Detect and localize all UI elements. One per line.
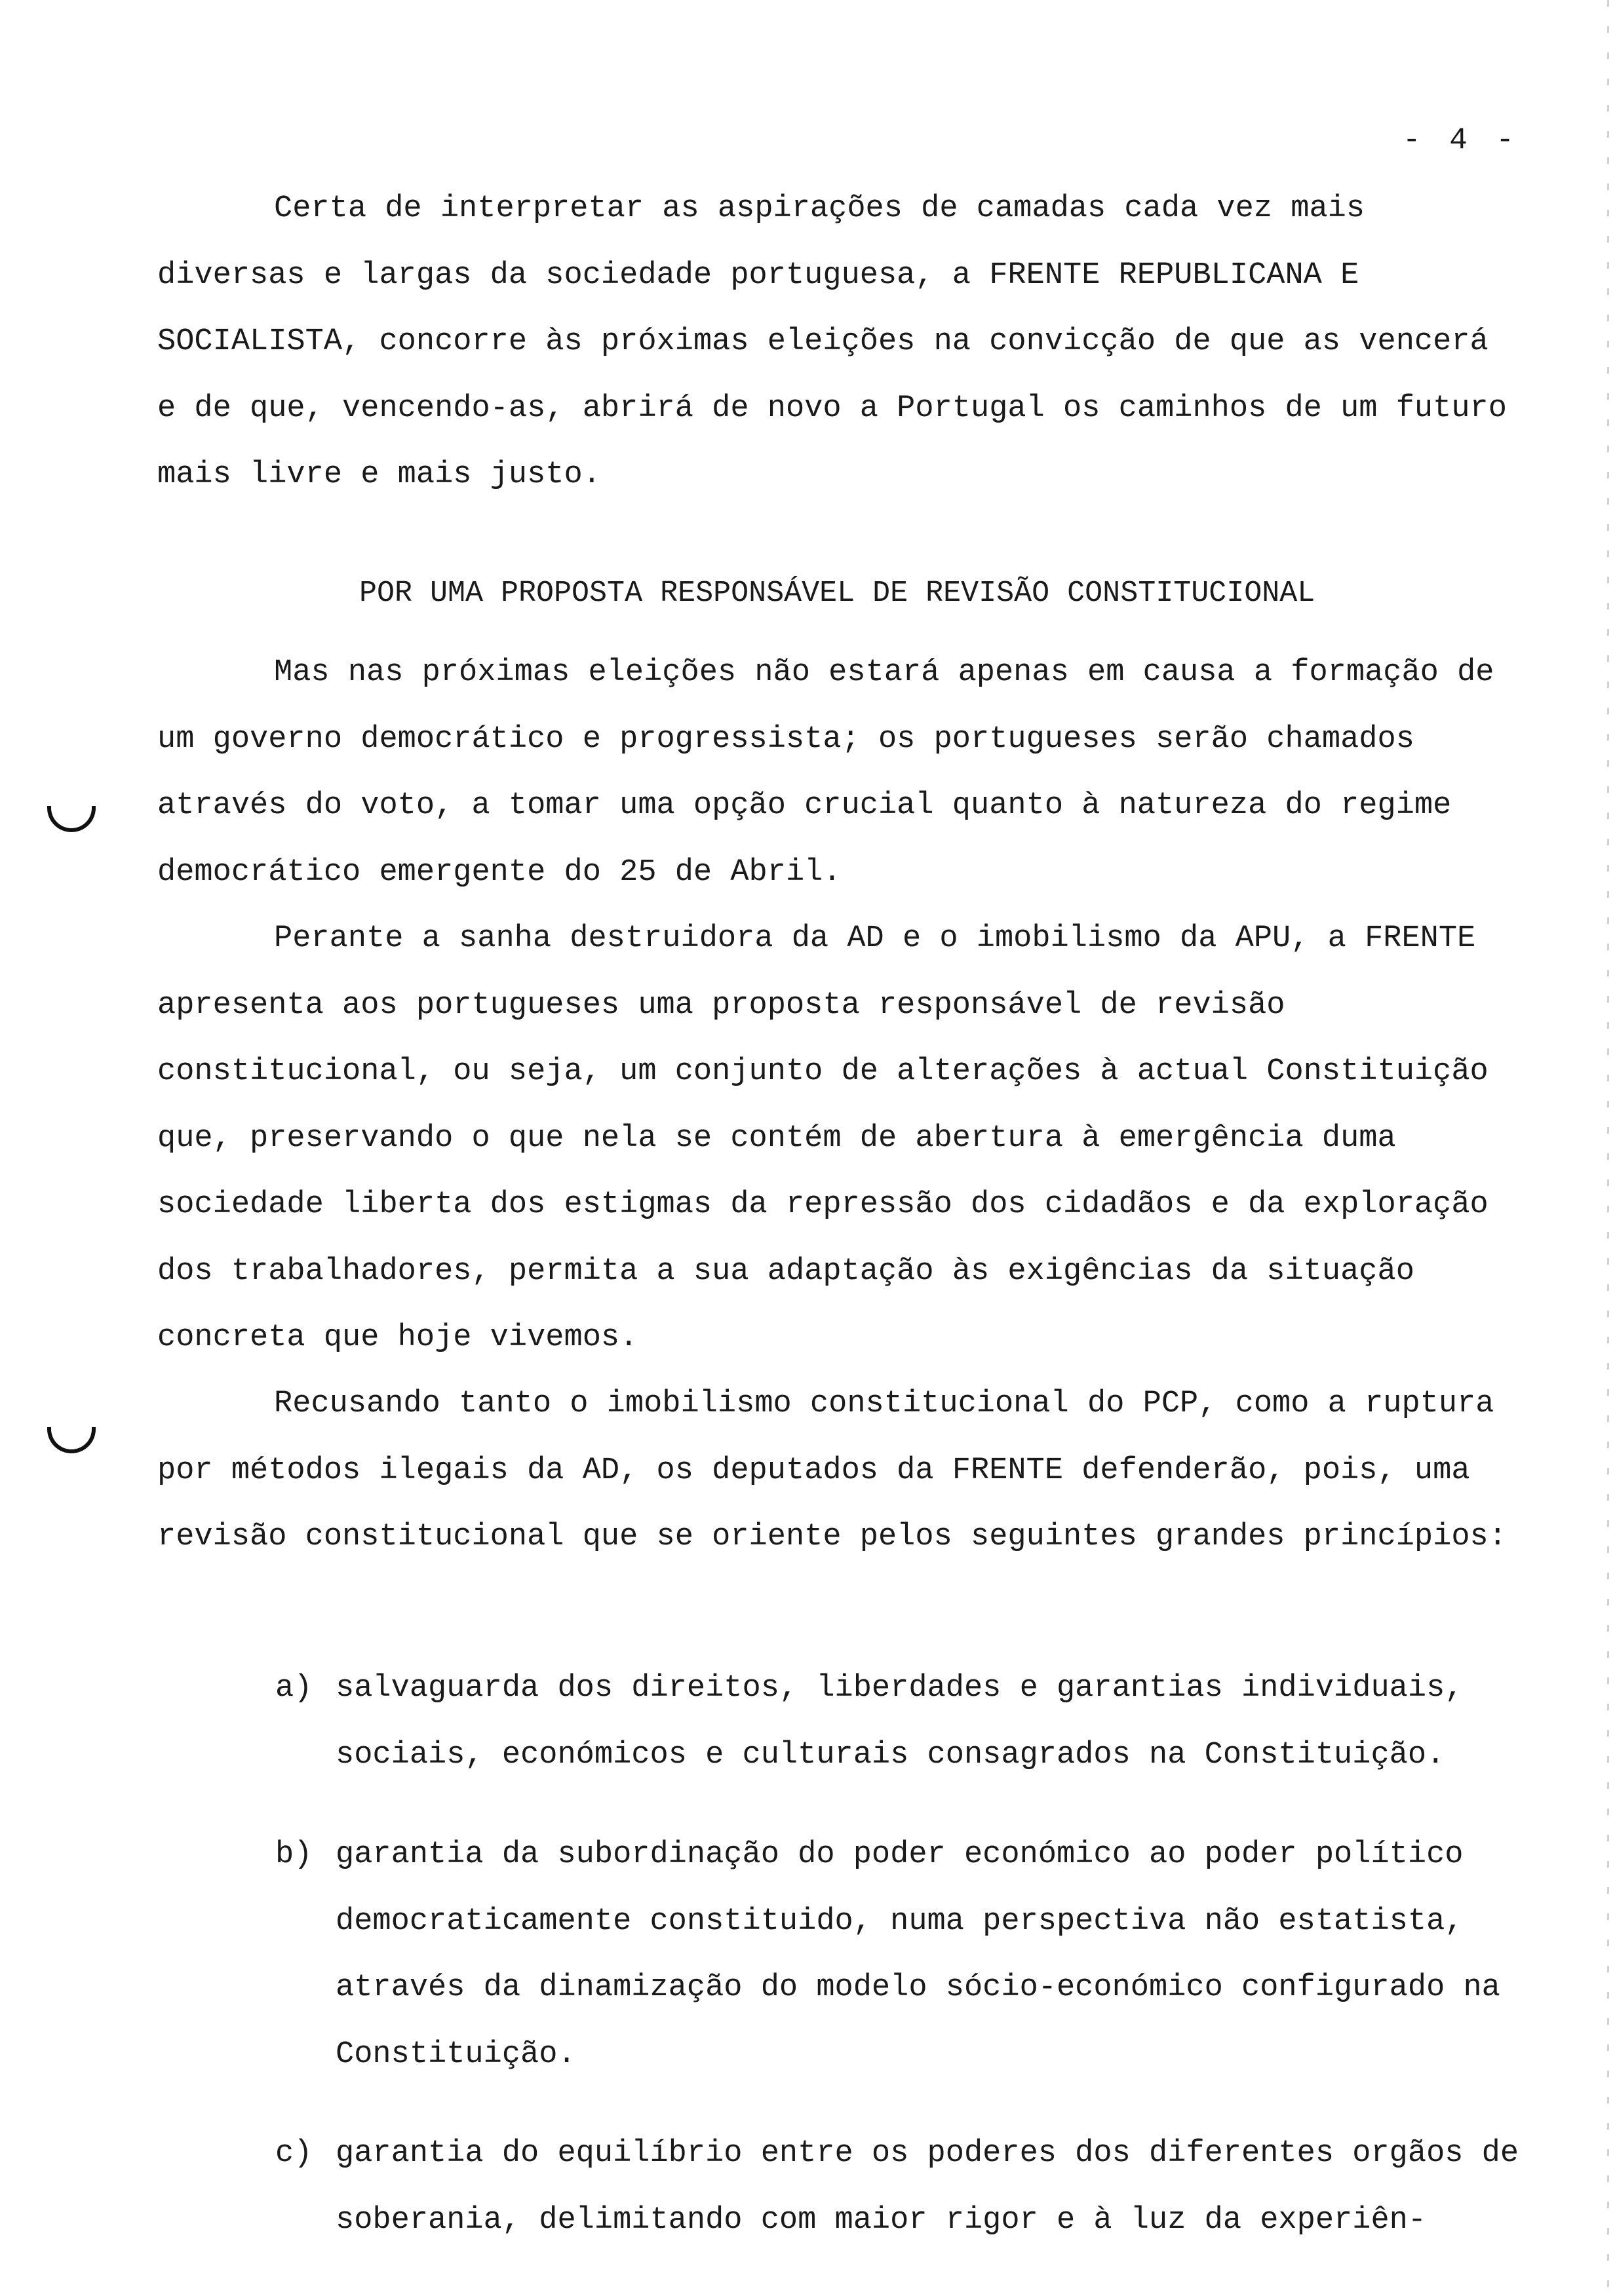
list-item: [275, 1655, 1547, 1788]
list-item: [275, 1822, 1547, 2088]
list-item-marker: c): [275, 2136, 313, 2171]
list-item-text: garantia da subordinação do poder económico ao poder político democraticamente constituido, numa perspectiva não estatista, através da dinamização do modelo sócio-económico configurado na Constituição.: [336, 1837, 1500, 2072]
list-item-text: garantia do equilíbrio entre os poderes dos diferentes orgãos de soberania, delimitando com maior rigor e à luz da experiên-: [336, 2136, 1519, 2238]
paragraph-intro: Certa de interpretar as aspirações de camadas cada vez mais diversas e largas da sociedade portuguesa, a FRENTE REPUBLICANA E SOCIALISTA, concorre às próximas eleições na convicção de que as vencerá e de que, vencendo-as, abrirá de novo a Portugal os caminhos de um futuro mais livre e mais justo.: [157, 191, 1507, 492]
list-item-text: salvaguarda dos direitos, liberdades e garantias individuais, sociais, económicos e culturais consagrados na Constituição.: [336, 1671, 1464, 1772]
punch-hole-mark: [47, 806, 96, 832]
list-item: [275, 2120, 1547, 2253]
paragraph-principles: Recusando tanto o imobilismo constitucional do PCP, como a ruptura por métodos ilegais da AD, os deputados da FRENTE defenderão, pois, uma revisão constitucional que se oriente pelos seguintes grandes princípios:: [157, 1387, 1507, 1554]
paragraph-proposal: Perante a sanha destruidora da AD e o imobilismo da APU, a FRENTE apresenta aos portugueses uma proposta responsável de revisão constitucional, ou seja, um conjunto de alterações à actual Constituição que, preservando o que nela se contém de abertura à emergência duma sociedade liberta dos estigmas da repressão dos cidadãos e da exploração dos trabalhadores, permita a sua adaptação às exigências da situação concreta que hoje vivemos.: [157, 921, 1489, 1355]
punch-hole-mark: [47, 1427, 96, 1453]
section-heading: POR UMA PROPOSTA RESPONSÁVEL DE REVISÃO CONSTITUCIONAL: [359, 577, 1315, 610]
paragraph-elections: Mas nas próximas eleições não estará apenas em causa a formação de um governo democrático e progressista; os portugueses serão chamados através do voto, a tomar uma opção crucial quanto à natureza do regime democrático emergente do 25 de Abril.: [157, 655, 1494, 890]
page-number: - 4 -: [1403, 123, 1520, 157]
list-item-marker: a): [275, 1671, 313, 1706]
page-edge-line: [1607, 0, 1609, 2296]
list-item-marker: b): [275, 1837, 313, 1872]
